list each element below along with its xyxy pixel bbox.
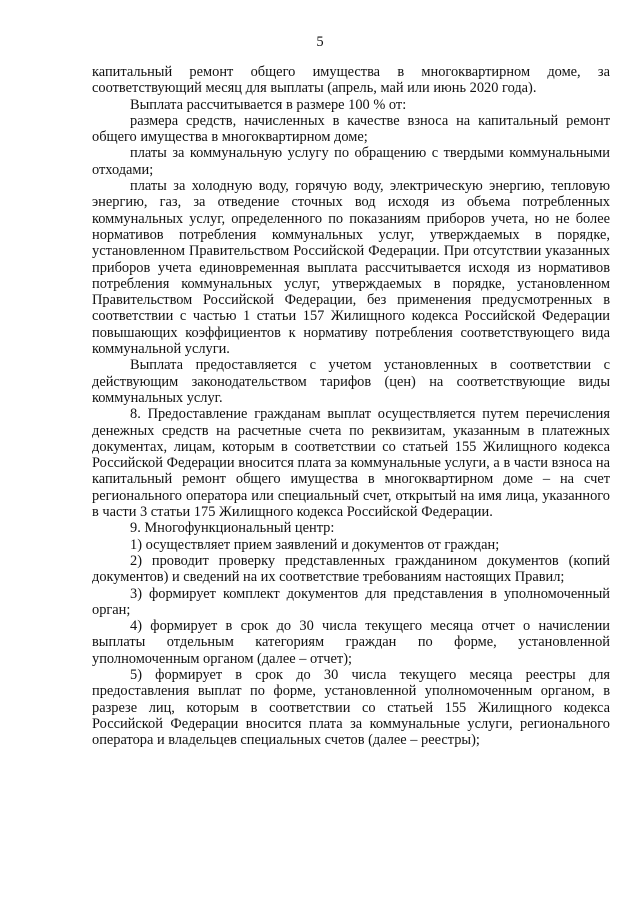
paragraph-item-8: 8. Предоставление гражданам выплат осуществляется путем перечисления денежных средств на расчетные счета по реквизитам, указанным в платежных документах, лицам, которым в соответствии со статьей 155 Жилищного кодекса Российской Федерации вносится плата за коммунальные услуги, а в части взноса на капитальный ремонт общего имущества в многоквартирном доме – на счет регионального оператора или специальный счет, открытый на имя лица, указанного в части 3 статьи 175 Жилищного кодекса Российской Федерации. — [92, 406, 610, 521]
paragraph-tariffs: Выплата предоставляется с учетом установленных в соответствии с действующим законодательством тарифов (цен) на соответствующие виды коммунальных услуг. — [92, 357, 610, 406]
list-item-3: 3) формирует комплект документов для представления в уполномоченный орган; — [92, 585, 610, 618]
list-item-2: 2) проводит проверку представленных гражданином документов (копий документов) и сведений на их соответствие требованиям настоящих Правил; — [92, 552, 610, 586]
paragraph-continuation: капитальный ремонт общего имущества в многоквартирном доме, за соответствующий месяц для выплаты (апрель, май или июнь 2020 года). — [92, 64, 610, 97]
page-number: 5 — [316, 34, 324, 50]
paragraph-solid-waste: платы за коммунальную услугу по обращению с твердыми коммунальными отходами; — [92, 145, 610, 178]
paragraph-utilities: платы за холодную воду, горячую воду, электрическую энергию, тепловую энергию, газ, за отведение сточных вод исходя из объема потребленных коммунальных услуг, определенного по показаниям приборов учета, но не более нормативов потребления коммунальных услуг, утверждаемых в порядке, установленном Правительством Российской Федерации. При отсутствии указанных приборов учета единовременная выплата рассчитывается исходя из нормативов потребления коммунальных услуг, утверждаемых в порядке, установленном Правительством Российской Федерации, без применения предусмотренных в соответствии с частью 1 статьи 157 Жилищного кодекса Российской Федерации повышающих коэффициентов к нормативу потребления соответствующего вида коммунальной услуги. — [92, 178, 610, 358]
paragraph-item-9: 9. Многофункциональный центр: — [130, 520, 335, 537]
list-item-1: 1) осуществляет прием заявлений и документов от граждан; — [130, 536, 500, 553]
paragraph-capital-repair: размера средств, начисленных в качестве взноса на капитальный ремонт общего имущества в многоквартирном доме; — [92, 112, 610, 146]
list-item-4: 4) формирует в срок до 30 числа текущего месяца отчет о начислении выплаты отдельным категориям граждан по форме, установленной уполномоченным органом (далее – отчет); — [92, 618, 610, 667]
list-item-5: 5) формирует в срок до 30 числа текущего месяца реестры для предоставления выплат по форме, установленной уполномоченным органом, в разрезе лиц, которым в соответствии со статьей 155 Жилищного кодекса Российской Федерации вносится плата за коммунальные услуги, регионального оператора и владельцев специальных счетов (далее – реестры); — [92, 666, 610, 749]
document-body — [92, 64, 610, 748]
paragraph-payment-size: Выплата рассчитывается в размере 100 % от: — [130, 96, 407, 113]
